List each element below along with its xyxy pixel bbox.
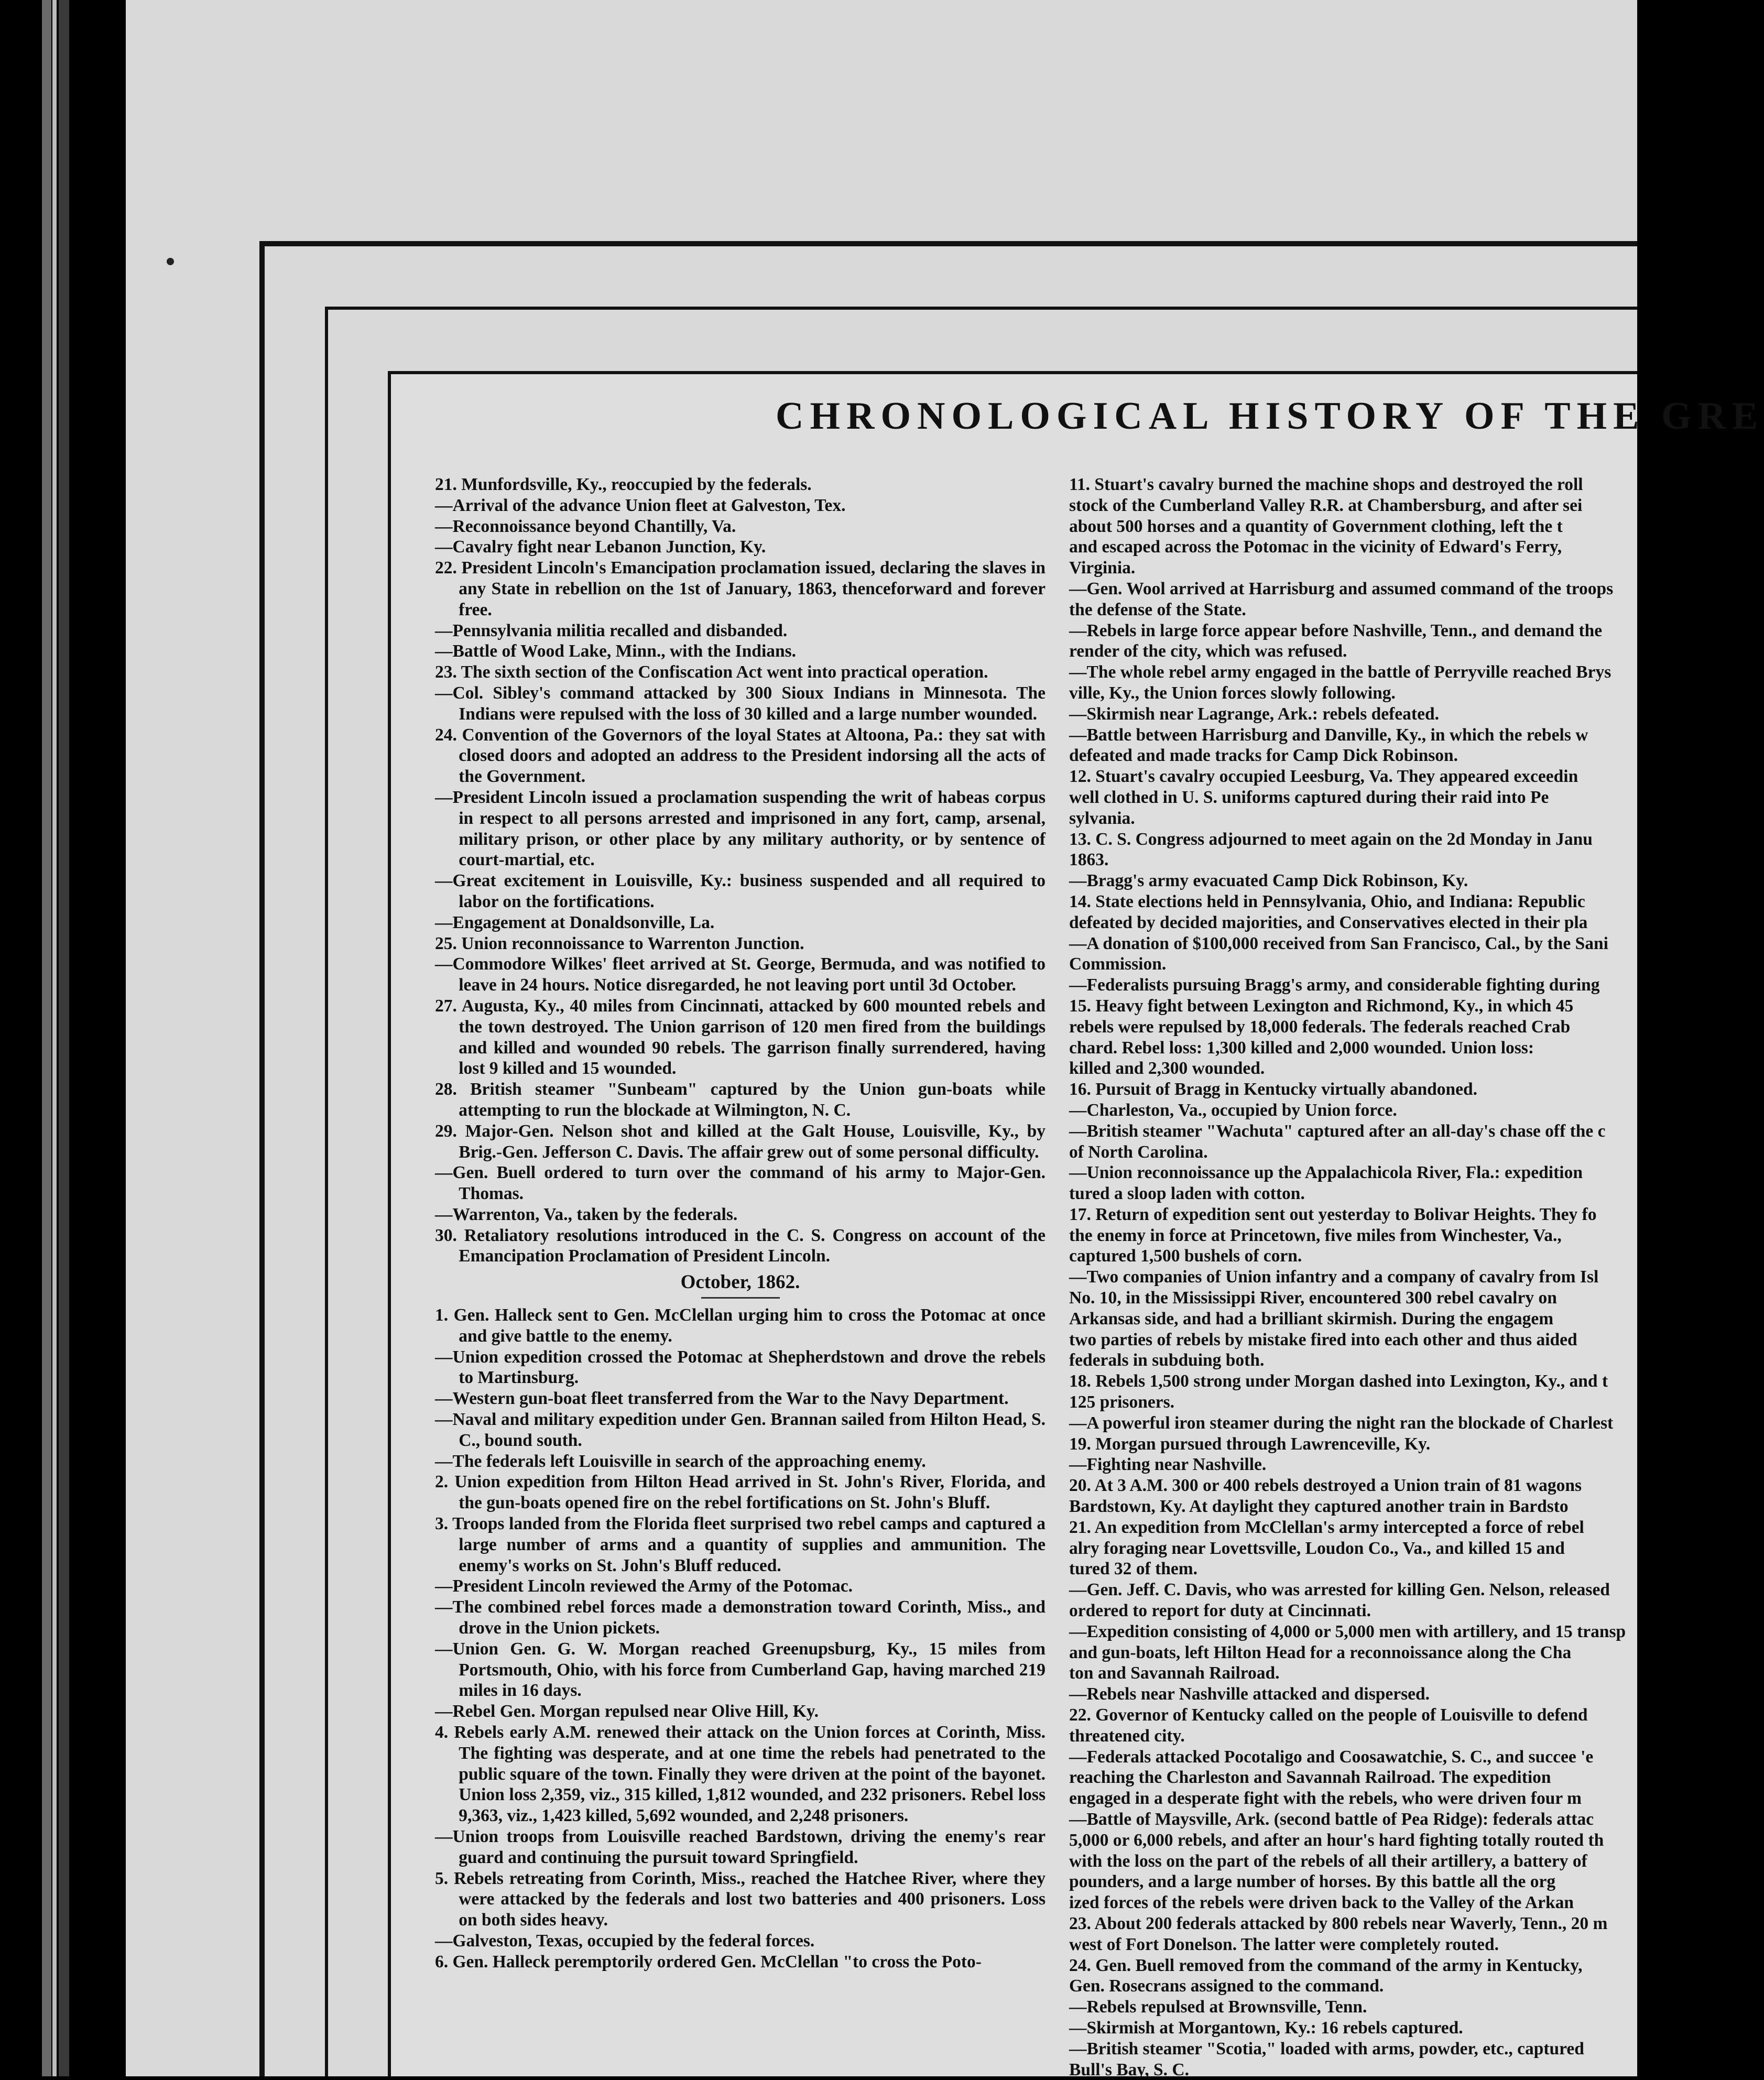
chronology-line: 24. Gen. Buell removed from the command of the army in Kentucky, [1069, 1955, 1583, 1975]
chronology-line: ordered to report for duty at Cincinnati. [1069, 1601, 1371, 1621]
chronology-line: 13. C. S. Congress adjourned to meet again on the 2d Monday in Janu [1069, 829, 1593, 849]
chronology-line: with the loss on the part of the rebels of all their artillery, a battery of [1069, 1851, 1587, 1871]
chronology-entry: —Naval and military expedition under Gen. Brannan sailed from Hilton Head, S. C., bound south. [435, 1410, 1046, 1450]
chronology-entry: —Arrival of the advance Union fleet at Galveston, Tex. [435, 495, 846, 515]
chronology-entry: 22. President Lincoln's Emancipation proclamation issued, declaring the slaves in any State in rebellion on the 1st of January, 1863, thenceforward and forever free. [435, 558, 1046, 619]
chronology-line: and escaped across the Potomac in the vicinity of Edward's Ferry, [1069, 537, 1562, 557]
chronology-line: ton and Savannah Railroad. [1069, 1663, 1280, 1683]
chronology-line: of North Carolina. [1069, 1142, 1208, 1162]
chronology-line: 22. Governor of Kentucky called on the people of Louisville to defend [1069, 1705, 1588, 1725]
chronology-line: the enemy in force at Princetown, five miles from Winchester, Va., [1069, 1225, 1562, 1245]
chronology-line: Bull's Bay, S. C. [1069, 2060, 1190, 2079]
chronology-line: —Gen. Jeff. C. Davis, who was arrested for killing Gen. Nelson, released [1069, 1580, 1610, 1600]
chronology-line: 21. An expedition from McClellan's army intercepted a force of rebel [1069, 1517, 1584, 1537]
chronology-line: 14. State elections held in Pennsylvania, Ohio, and Indiana: Republic [1069, 891, 1585, 911]
chronology-line: Arkansas side, and had a brilliant skirmish. During the engagem [1069, 1309, 1554, 1328]
chronology-entry: 21. Munfordsville, Ky., reoccupied by the federals. [435, 475, 812, 494]
chronology-line: reaching the Charleston and Savannah Railroad. The expedition [1069, 1768, 1551, 1788]
chronology-entry: —Western gun-boat fleet transferred from the War to the Navy Department. [435, 1389, 1009, 1409]
chronology-line: —Gen. Wool arrived at Harrisburg and assumed command of the troops [1069, 579, 1614, 598]
chronology-line: 16. Pursuit of Bragg in Kentucky virtually abandoned. [1069, 1080, 1477, 1099]
chronology-entry: —Pennsylvania militia recalled and disbanded. [435, 620, 788, 640]
chronology-entry: —Warrenton, Va., taken by the federals. [435, 1204, 738, 1224]
chronology-entry: —The combined rebel forces made a demonstration toward Corinth, Miss., and drove in the Union pickets. [435, 1597, 1046, 1638]
chronology-entry: 3. Troops landed from the Florida fleet surprised two rebel camps and captured a large number of arms and a quantity of supplies and ammunition. The enemy's works on St. John's Bluff reduced. [435, 1514, 1046, 1575]
chronology-line: —British steamer "Scotia," loaded with arms, powder, etc., captured [1069, 2039, 1584, 2059]
chronology-entry: 1. Gen. Halleck sent to Gen. McClellan urging him to cross the Potomac at once and give battle to the enemy. [435, 1305, 1046, 1346]
chronology-line: ville, Ky., the Union forces slowly following. [1069, 683, 1396, 703]
heading-rule [701, 1297, 780, 1299]
month-heading: October, 1862. [680, 1271, 800, 1293]
chronology-line: and gun-boats, left Hilton Head for a reconnoissance along the Cha [1069, 1642, 1572, 1662]
chronology-entry: —Col. Sibley's command attacked by 300 Sioux Indians in Minnesota. The Indians were repulsed with the loss of 30 killed and a large number wounded. [435, 683, 1046, 724]
chronology-line: defeated and made tracks for Camp Dick Robinson. [1069, 746, 1458, 766]
right-column [1069, 474, 1698, 2080]
chronology-line: 18. Rebels 1,500 strong under Morgan dashed into Lexington, Ky., and t [1069, 1371, 1608, 1391]
chronology-line: rebels were repulsed by 18,000 federals. The federals reached Crab [1069, 1017, 1571, 1037]
chronology-line: —Rebels near Nashville attacked and dispersed. [1069, 1684, 1430, 1704]
chronology-line: captured 1,500 bushels of corn. [1069, 1246, 1302, 1266]
chronology-entry: 27. Augusta, Ky., 40 miles from Cincinnati, attacked by 600 mounted rebels and the town destroyed. The Union garrison of 120 men fired from the buildings and killed and wounded 90 rebels. The garrison finally surrendered, having lost 9 killed and 15 wounded. [435, 996, 1046, 1079]
chronology-line: —Union reconnoissance up the Appalachicola River, Fla.: expedition [1069, 1163, 1583, 1183]
chronology-entry: 25. Union reconnoissance to Warrenton Junction. [435, 933, 804, 953]
chronology-line: 1863. [1069, 850, 1109, 870]
chronology-entry: —Commodore Wilkes' fleet arrived at St. George, Bermuda, and was notified to leave in 24 hours. Notice disregarded, he not leaving port until 3d October. [435, 954, 1046, 995]
speck [167, 258, 174, 265]
chronology-entry: —Cavalry fight near Lebanon Junction, Ky. [435, 537, 766, 557]
chronology-line: alry foraging near Lovettsville, Loudon Co., Va., and killed 15 and [1069, 1538, 1565, 1558]
chronology-line: Gen. Rosecrans assigned to the command. [1069, 1976, 1384, 1996]
chronology-entry: —Union Gen. G. W. Morgan reached Greenupsburg, Ky., 15 miles from Portsmouth, Ohio, with his force from Cumberland Gap, having marched 219 miles in 16 days. [435, 1639, 1046, 1701]
chronology-line: —Fighting near Nashville. [1069, 1455, 1267, 1475]
chronology-line: —Two companies of Union infantry and a company of cavalry from Isl [1069, 1267, 1599, 1287]
chronology-line: —Battle of Maysville, Ark. (second battle of Pea Ridge): federals attac [1069, 1810, 1594, 1829]
page-title: CHRONOLOGICAL HISTORY OF THE GRE [776, 395, 1764, 438]
chronology-entry: —Great excitement in Louisville, Ky.: business suspended and all required to labor on the fortifications. [435, 871, 1046, 911]
chronology-entry: 4. Rebels early A.M. renewed their attack on the Union forces at Corinth, Miss. The fighting was desperate, and at one time the rebels had penetrated to the public square of the town. Finally they were driven at the point of the bayonet. Union loss 2,359, viz., 315 killed, 1,812 wounded, and 232 prisoners. Rebel loss 9,363, viz., 1,423 killed, 5,692 wounded, and 2,248 prisoners. [435, 1723, 1046, 1826]
scan-streak [42, 0, 51, 2076]
chronology-line: 125 prisoners. [1069, 1392, 1174, 1412]
scan-streak [52, 0, 57, 2076]
chronology-line: Bardstown, Ky. At daylight they captured another train in Bardsto [1069, 1497, 1569, 1517]
chronology-entry: 2. Union expedition from Hilton Head arrived in St. John's River, Florida, and the gun-boats opened fire on the rebel fortifications on St. John's Bluff. [435, 1472, 1046, 1513]
right-entries [1069, 474, 1698, 2080]
chronology-line: 23. About 200 federals attacked by 800 rebels near Waverly, Tenn., 20 m [1069, 1913, 1608, 1933]
chronology-line: sylvania. [1069, 808, 1135, 828]
chronology-line: —A donation of $100,000 received from San Francisco, Cal., by the Sani [1069, 933, 1608, 953]
chronology-line: Commission. [1069, 954, 1167, 974]
chronology-line: west of Fort Donelson. The latter were completely routed. [1069, 1934, 1499, 1954]
chronology-line: 12. Stuart's cavalry occupied Leesburg, Va. They appeared exceedin [1069, 767, 1578, 787]
chronology-entry: 6. Gen. Halleck peremptorily ordered Gen. McClellan "to cross the Poto- [435, 1952, 982, 1972]
chronology-line: No. 10, in the Mississippi River, encountered 300 rebel cavalry on [1069, 1288, 1557, 1308]
scan-streak [59, 0, 69, 2076]
chronology-line: killed and 2,300 wounded. [1069, 1059, 1265, 1079]
chronology-line: 19. Morgan pursued through Lawrenceville, Ky. [1069, 1434, 1431, 1454]
september-entries [435, 474, 1046, 1267]
chronology-line: 15. Heavy fight between Lexington and Richmond, Ky., in which 45 [1069, 996, 1574, 1016]
chronology-entry: 24. Convention of the Governors of the loyal States at Altoona, Pa.: they sat with closed doors and adopted an address to the President indorsing all the acts of the Government. [435, 725, 1046, 787]
chronology-line: —Expedition consisting of 4,000 or 5,000 men with artillery, and 15 transp [1069, 1621, 1626, 1641]
chronology-line: render of the city, which was refused. [1069, 641, 1347, 661]
chronology-line: —The whole rebel army engaged in the battle of Perryville reached Brys [1069, 662, 1611, 682]
october-entries [435, 1305, 1046, 1973]
chronology-line: tured a sloop laden with cotton. [1069, 1184, 1305, 1204]
chronology-entry: 29. Major-Gen. Nelson shot and killed at the Galt House, Louisville, Ky., by Brig.-Gen. Jefferson C. Davis. The affair grew out of some personal difficulty. [435, 1121, 1046, 1162]
chronology-entry: —Union expedition crossed the Potomac at Shepherdstown and drove the rebels to Martinsburg. [435, 1347, 1046, 1388]
chronology-line: stock of the Cumberland Valley R.R. at Chambersburg, and after sei [1069, 495, 1583, 515]
chronology-line: engaged in a desperate fight with the rebels, who were driven four m [1069, 1789, 1582, 1809]
chronology-line: —Skirmish near Lagrange, Ark.: rebels defeated. [1069, 704, 1439, 724]
chronology-line: pounders, and a large number of horses. By this battle all the org [1069, 1872, 1556, 1892]
left-column [435, 474, 1046, 1973]
chronology-line: 20. At 3 A.M. 300 or 400 rebels destroyed a Union train of 81 wagons [1069, 1476, 1582, 1496]
chronology-line: threatened city. [1069, 1726, 1185, 1746]
chronology-entry: 28. British steamer "Sunbeam" captured by the Union gun-boats while attempting to run the blockade at Wilmington, N. C. [435, 1080, 1046, 1120]
chronology-line: —Skirmish at Morgantown, Ky.: 16 rebels captured. [1069, 2018, 1463, 2038]
chronology-line: defeated by decided majorities, and Conservatives elected in their pla [1069, 912, 1588, 932]
chronology-line: ized forces of the rebels were driven back to the Valley of the Arkan [1069, 1893, 1574, 1913]
chronology-line: —Charleston, Va., occupied by Union force. [1069, 1100, 1397, 1120]
chronology-entry: —Union troops from Louisville reached Bardstown, driving the enemy's rear guard and continuing the pursuit toward Springfield. [435, 1827, 1046, 1867]
chronology-line: Virginia. [1069, 558, 1136, 578]
chronology-line: tured 32 of them. [1069, 1559, 1198, 1579]
chronology-entry: —Rebel Gen. Morgan repulsed near Olive Hill, Ky. [435, 1702, 819, 1722]
chronology-entry: 30. Retaliatory resolutions introduced in the C. S. Congress on account of the Emancipation Proclamation of President Lincoln. [435, 1225, 1046, 1266]
chronology-line: two parties of rebels by mistake fired into each other and thus aided [1069, 1330, 1577, 1349]
chronology-entry: —President Lincoln reviewed the Army of the Potomac. [435, 1576, 853, 1596]
chronology-line: —A powerful iron steamer during the night ran the blockade of Charlest [1069, 1413, 1614, 1433]
chronology-line: 5,000 or 6,000 rebels, and after an hour's hard fighting totally routed th [1069, 1830, 1604, 1850]
chronology-entry: —Engagement at Donaldsonville, La. [435, 912, 715, 932]
chronology-line: —Bragg's army evacuated Camp Dick Robinson, Ky. [1069, 871, 1468, 891]
chronology-entry: —Gen. Buell ordered to turn over the command of his army to Major-Gen. Thomas. [435, 1163, 1046, 1204]
chronology-line: 17. Return of expedition sent out yesterday to Bolivar Heights. They fo [1069, 1204, 1597, 1224]
chronology-line: —Federals attacked Pocotaligo and Coosawatchie, S. C., and succee 'e [1069, 1747, 1594, 1767]
chronology-line: —British steamer "Wachuta" captured after an all-day's chase off the c [1069, 1121, 1606, 1141]
chronology-line: the defense of the State. [1069, 600, 1246, 619]
chronology-entry: —Galveston, Texas, occupied by the federal forces. [435, 1931, 815, 1951]
chronology-line: chard. Rebel loss: 1,300 killed and 2,000 wounded. Union loss: [1069, 1038, 1534, 1058]
chronology-line: about 500 horses and a quantity of Government clothing, left the t [1069, 516, 1563, 536]
chronology-entry: —Reconnoissance beyond Chantilly, Va. [435, 516, 736, 536]
chronology-line: —Battle between Harrisburg and Danville, Ky., in which the rebels w [1069, 725, 1588, 745]
chronology-line: federals in subduing both. [1069, 1351, 1265, 1370]
chronology-entry: —President Lincoln issued a proclamation suspending the writ of habeas corpus in respect to all persons arrested and imprisoned in any fort, camp, arsenal, military prison, or other place by any military authority, or by sentence of court-martial, etc. [435, 787, 1046, 870]
chronology-entry: —The federals left Louisville in search of the approaching enemy. [435, 1451, 926, 1471]
chronology-line: —Rebels repulsed at Brownsville, Tenn. [1069, 1997, 1367, 2017]
chronology-line: well clothed in U. S. uniforms captured during their raid into Pe [1069, 787, 1549, 807]
chronology-entry: —Battle of Wood Lake, Minn., with the Indians. [435, 641, 797, 661]
chronology-entry: 23. The sixth section of the Confiscation Act went into practical operation. [435, 662, 988, 682]
chronology-line: —Federalists pursuing Bragg's army, and considerable fighting during [1069, 975, 1600, 995]
chronology-entry: 5. Rebels retreating from Corinth, Miss., reached the Hatchee River, where they were attacked by the federals and lost two batteries and 400 prisoners. Loss on both sides heavy. [435, 1868, 1046, 1930]
chronology-line: 11. Stuart's cavalry burned the machine shops and destroyed the roll [1069, 475, 1583, 494]
chronology-line: —Rebels in large force appear before Nashville, Tenn., and demand the [1069, 620, 1603, 640]
